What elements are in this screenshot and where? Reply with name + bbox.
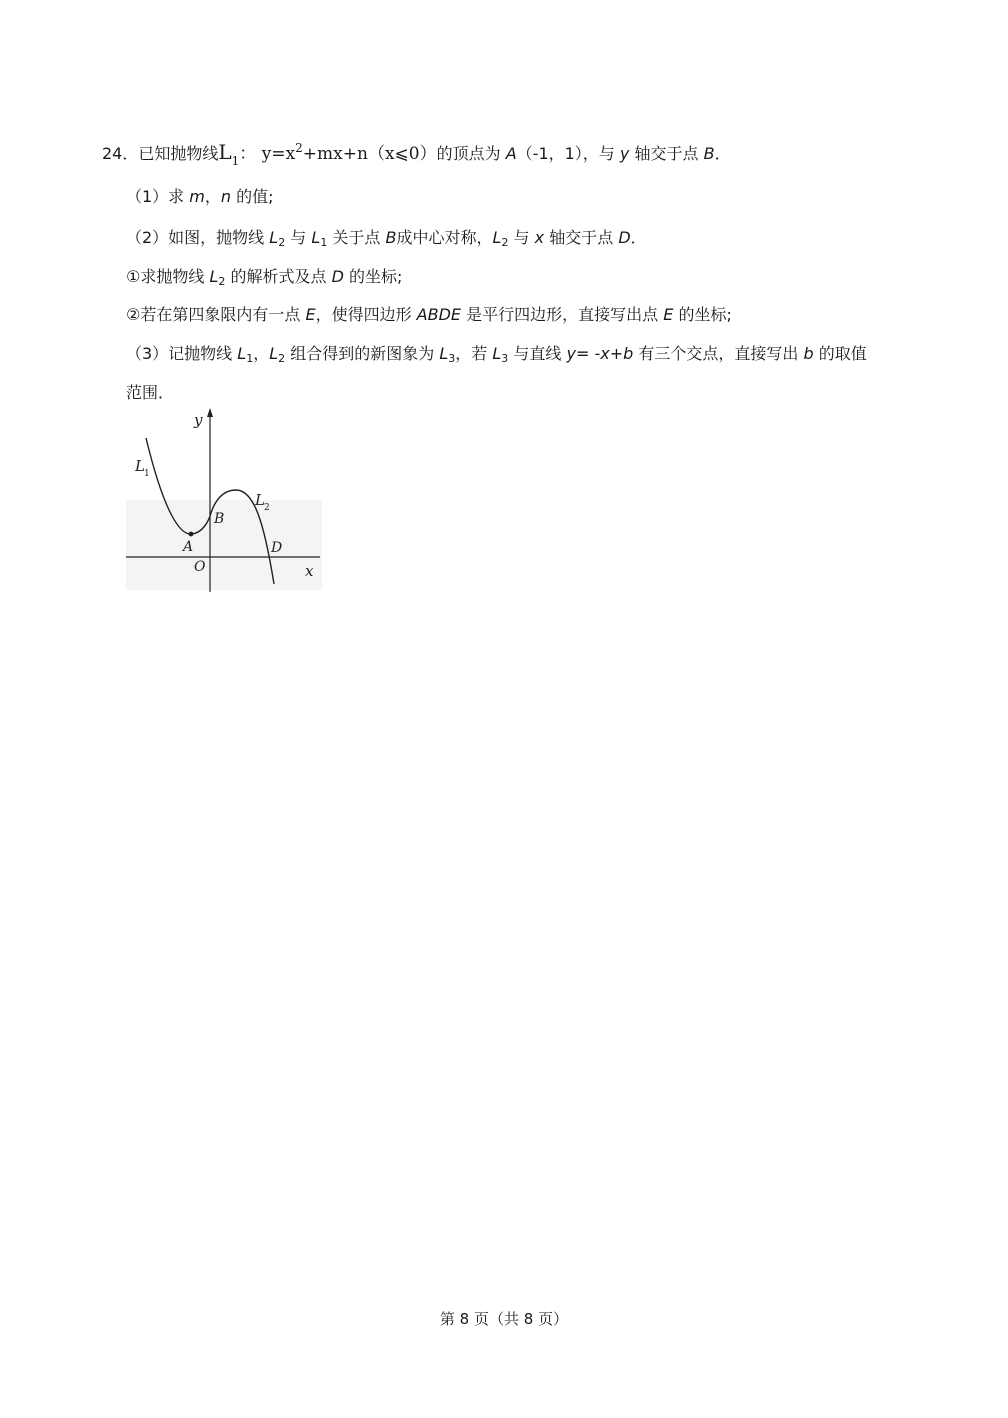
parabola-formula: $L_1$： $y=x^2+mx+n(x⩽0)$ xyxy=(218,140,437,168)
question-3: （3）记抛物线 $L_1$，$L_2$ 组合得到的新图象为 $L_3$，若 $L_3$ 与直线 y= -x+b 有三个交点，直接写出 b 的取值 xyxy=(126,344,867,365)
intro-text-a: ．已知抛物线 xyxy=(122,144,219,163)
question-2-part-2: ②若在第四象限内有一点 E，使得四边形 ABDE 是平行四边形，直接写出点 E 的坐标; xyxy=(126,305,732,324)
page-footer: 第 8 页（共 8 页） xyxy=(439,1310,569,1328)
L1-subscript: 1 xyxy=(144,469,150,479)
A-label: A xyxy=(183,539,194,555)
point-A xyxy=(189,532,194,537)
L2-subscript: 2 xyxy=(264,503,270,513)
parabola-figure xyxy=(122,404,326,594)
origin-label: O xyxy=(194,559,206,575)
L2-label: L xyxy=(255,491,265,509)
problem-number: 24 xyxy=(102,144,123,163)
problem-statement: 24．已知抛物线$L_1$： $y=x^2+mx+n(x⩽0)$的顶点为 A（-1，1），与 y 轴交于点 B． xyxy=(102,140,731,168)
figure-svg xyxy=(122,404,326,594)
question-2: （2）如图，抛物线 $L_2$ 与 $L_1$ 关于点 B成中心对称，$L_2$ 与 x 轴交于点 D． xyxy=(126,228,647,249)
question-2-part-1: ①求抛物线 $L_2$ 的解析式及点 D 的坐标; xyxy=(126,267,403,288)
x-axis-label: x xyxy=(305,562,314,580)
y-axis-arrow xyxy=(207,408,213,417)
y-axis-label: y xyxy=(194,411,203,429)
B-label: B xyxy=(214,511,225,527)
L1-label: L xyxy=(135,457,145,475)
question-1: （1）求 m，n 的值; xyxy=(126,187,274,206)
question-3-continued: 范围． xyxy=(126,383,175,402)
D-label: D xyxy=(271,540,283,556)
